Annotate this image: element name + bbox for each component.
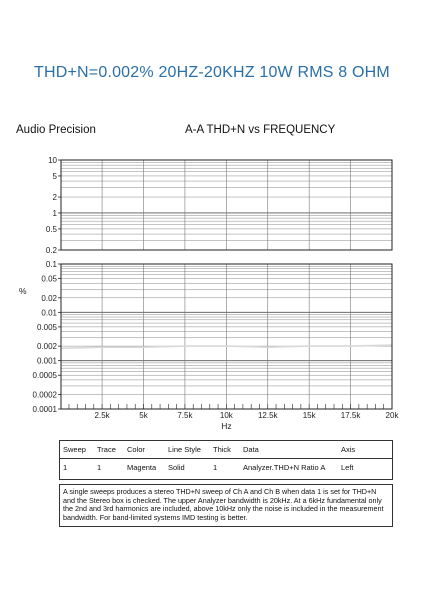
lower-panel-ytick-label: 0.05	[41, 274, 57, 284]
legend-header-cell: Color	[127, 445, 145, 454]
lower-panel-ytick-label: 0.0002	[32, 390, 57, 400]
brand-label: Audio Precision	[16, 124, 96, 136]
legend-row-cell: Left	[341, 463, 354, 472]
x-tick-label: 5k	[139, 411, 148, 420]
upper-panel-ytick-label: 1	[52, 208, 57, 218]
lower-panel-ytick-label: 0.001	[36, 356, 57, 366]
lower-panel-ytick-label: 0.005	[36, 322, 57, 332]
legend-header-cell: Data	[243, 445, 259, 454]
x-tick-label: 12.5k	[257, 411, 278, 420]
legend-row-cell: Solid	[168, 463, 185, 472]
upper-panel-ytick-label: 2	[52, 193, 57, 203]
legend-row-cell: 1	[63, 463, 68, 472]
legend-divider	[60, 458, 392, 459]
legend-header-cell: Trace	[97, 445, 116, 454]
plot-frames	[58, 160, 392, 409]
y-axis-label: %	[19, 286, 27, 296]
upper-panel-ytick-label: 0.5	[45, 224, 57, 234]
legend-row-cell: 1	[97, 463, 102, 472]
legend-header-cell: Sweep	[63, 445, 86, 454]
x-tick-label: 7.5k	[177, 411, 193, 420]
upper-panel-ytick-label: 0.2	[45, 246, 57, 255]
upper-panel-ytick-label: 5	[52, 171, 57, 181]
grid-lines	[61, 160, 392, 409]
lower-panel-ytick-label: 0.0005	[32, 371, 57, 381]
chart-title: A-A THD+N vs FREQUENCY	[185, 124, 336, 136]
legend-header-cell: Thick	[213, 445, 231, 454]
legend-row-cell: Analyzer.THD+N Ratio A	[243, 463, 326, 472]
lower-panel-ytick-label: 0.0001	[32, 405, 57, 414]
lower-panel-ytick-label: 0.002	[36, 342, 57, 352]
x-axis-label: Hz	[221, 421, 232, 431]
legend-row-cell: 1	[213, 463, 218, 472]
legend-row-cell: Magenta	[127, 463, 157, 472]
legend-header-cell: Line Style	[168, 445, 201, 454]
legend-table	[59, 440, 393, 480]
lower-panel-ytick-label: 0.1	[45, 260, 57, 269]
upper-panel-ytick-label: 10	[48, 156, 57, 165]
legend-header-cell: Axis	[341, 445, 356, 454]
measurement-note: A single sweeps produces a stereo THD+N sweep of Ch A and Ch B when data 1 is set for THD+N and the Stereo box is checked. The upper Analyzer bandwidth is 20kHz. At a 6kHz fundamental only the 2nd and 3rd harmonics are included, above 10kHz only the noise is included in the measurement bandwidth. For band-limited systems IMD testing is better.	[59, 484, 393, 527]
x-tick-label: 17.5k	[340, 411, 361, 420]
x-tick-label: 2.5k	[94, 411, 110, 420]
lower-panel-ytick-label: 0.02	[41, 293, 57, 303]
spec-headline: THD+N=0.002% 20HZ-20KHZ 10W RMS 8 OHM	[34, 64, 390, 81]
x-tick-label: 20k	[385, 411, 399, 420]
x-tick-label: 10k	[219, 411, 233, 420]
x-tick-label: 15k	[302, 411, 316, 420]
lower-panel-ytick-label: 0.01	[41, 308, 57, 318]
